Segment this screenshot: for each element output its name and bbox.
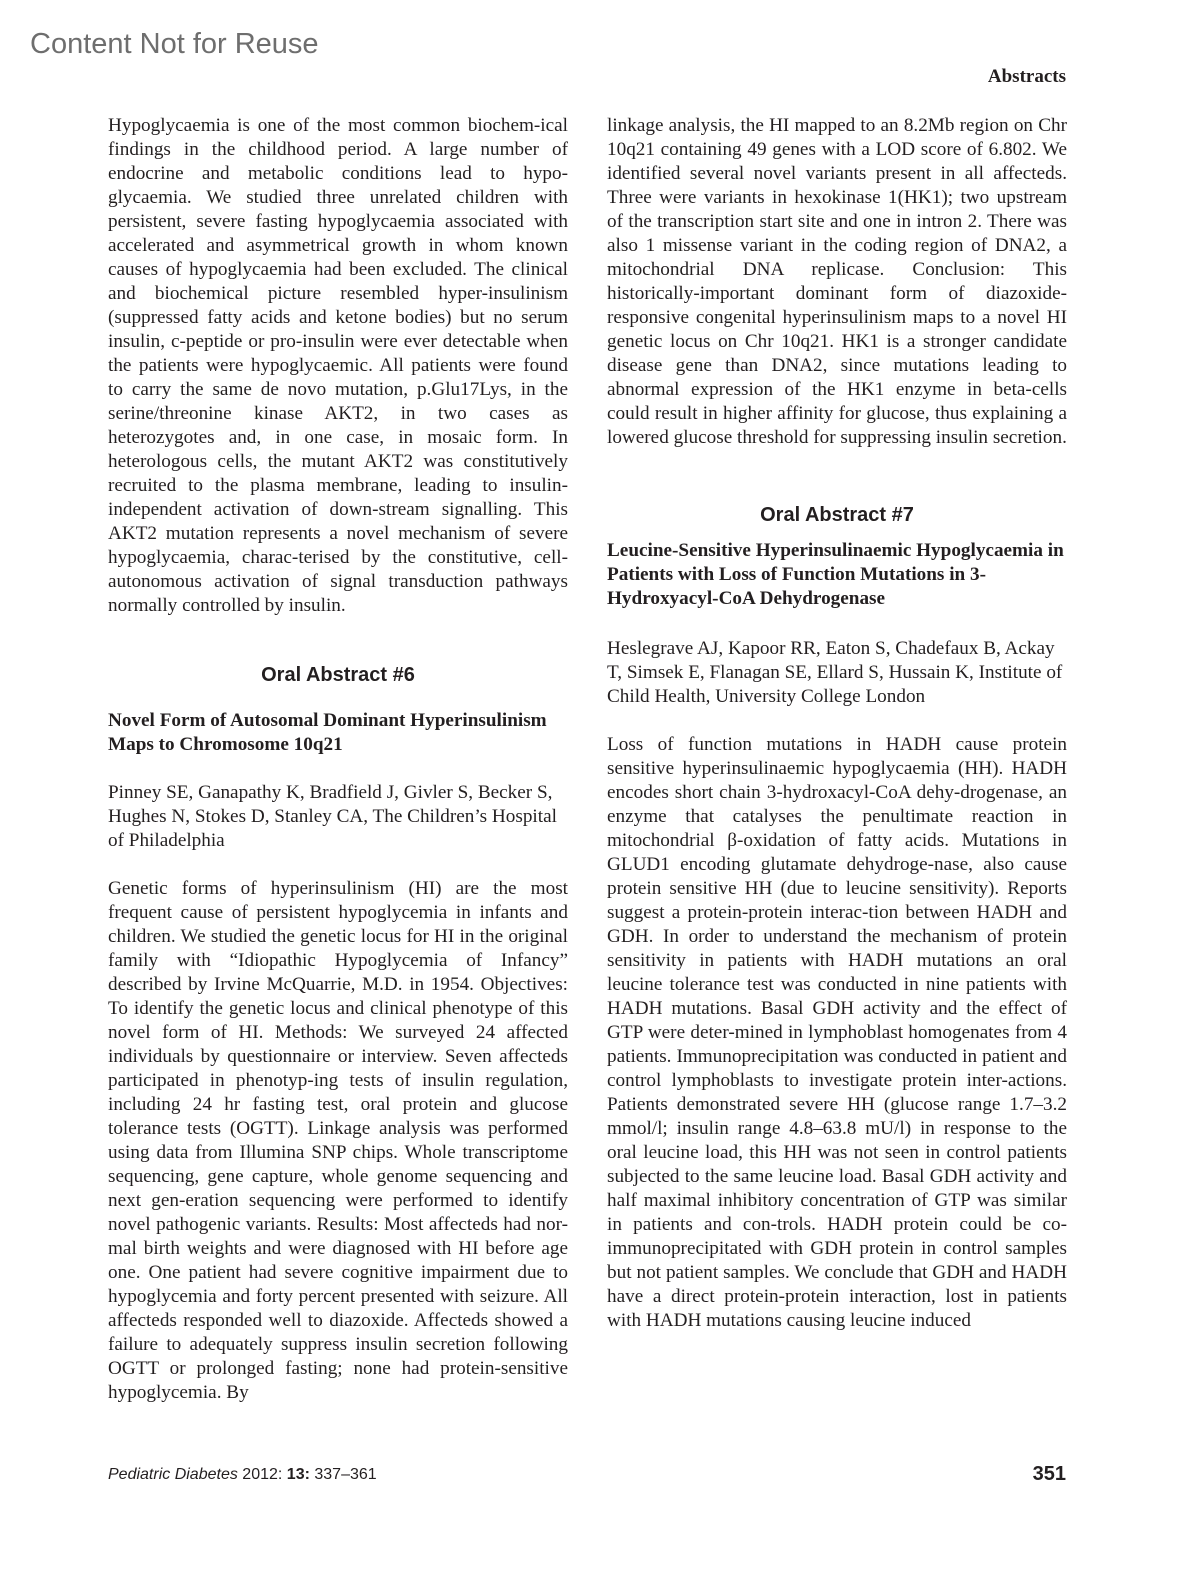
right-column — [607, 114, 1067, 1333]
journal-volume: 13: — [286, 1466, 310, 1483]
watermark: Content Not for Reuse — [30, 28, 319, 60]
running-head: Abstracts — [987, 66, 1066, 87]
continued-abstract-text: Hypoglycaemia is one of the most common biochem-ical findings in the childhood period. A large number of endocrine and metabolic conditions lead to hypo-glycaemia. We studied three unrelated children with persistent, severe fasting hypoglycaemia associated with accelerated and asymmetrical growth in whom known causes of hypoglycaemia had been excluded. The clinical and biochemical picture resembled hyper-insulinism (suppressed fatty acids and ketone bodies) but no serum insulin, c-peptide or pro-insulin were ever detectable when the patients were hypoglycaemic. All patients were found to carry the same de novo mutation, p.Glu17Lys, in the serine/threonine kinase AKT2, in two cases as heterozygotes and, in one case, in mosaic form. In heterologous cells, the mutant AKT2 was constitutively recruited to the plasma membrane, leading to insulin-independent activation of down-stream signalling. This AKT2 mutation represents a novel mechanism of severe hypoglycaemia, charac-terised by the constitutive, cell-autonomous activation of signal transduction pathways normally controlled by insulin. — [108, 115, 568, 616]
abstract-7-heading: Oral Abstract #7 — [760, 504, 914, 526]
journal-pages: 337–361 — [314, 1466, 377, 1483]
continued-abstract-6-text: linkage analysis, the HI mapped to an 8.2Mb region on Chr 10q21 containing 49 genes with a LOD score of 6.802. We identified several novel variants present in all affecteds. Three were variants in hexokinase 1(HK1); two upstream of the transcription start site and one in intron 2. There was also 1 missense variant in the coding region of DNA2, a mitochondrial DNA replicase. Conclusion: This historically-important dominant form of diazoxide-responsive congenital hyperinsulinism maps to a novel HI genetic locus on Chr 10q21. HK1 is a stronger candidate disease gene than DNA2, since mutations leading to abnormal expression of the HK1 enzyme in beta-cells could result in higher affinity for glucose, thus explaining a lowered glucose threshold for suppressing insulin secretion. — [607, 115, 1067, 448]
abstract-7-authors: Heslegrave AJ, Kapoor RR, Eaton S, Chadefaux B, Ackay T, Simsek E, Flanagan SE, Ellard S, Hussain K, Institute of Child Health, University College London — [607, 638, 1063, 707]
abstract-7-body: Loss of function mutations in HADH cause protein sensitive hyperinsulinaemic hypoglycaemia (HH). HADH encodes short chain 3-hydroxacyl-CoA dehy-drogenase, an enzyme that catalyses the penultimate reaction in mitochondrial β-oxidation of fatty acids. Mutations in GLUD1 encoding glutamate dehydroge-nase, also cause protein sensitive HH (due to leucine sensitivity). Reports suggest a protein-protein interac-tion between HADH and GDH. In order to understand the mechanism of protein sensitivity in patients with HADH mutations an oral leucine tolerance test was conducted in nine patients with HADH mutations. Basal GDH activity and the effect of GTP were deter-mined in lymphoblast homogenates from 4 patients. Immunoprecipitation was conducted in patient and control lymphoblasts to investigate protein inter-actions. Patients demonstrated severe HH (glucose range 1.7–3.2 mmol/l; insulin range 4.8–63.8 mU/l) in response to the oral leucine load, this HH was not seen in control patients subjected to the same leucine load. Basal GDH activity and half maximal inhibitory concentration of GTP was similar in patients and con-trols. HADH protein could be co-immunoprecipitated with GDH protein in control samples but not patient samples. We conclude that GDH and HADH have a direct protein-protein interaction, lost in patients with HADH mutations causing leucine induced — [607, 734, 1067, 1331]
abstract-6-title: Novel Form of Autosomal Dominant Hyperinsulinism Maps to Chromosome 10q21 — [108, 710, 547, 755]
abstract-7-title: Leucine-Sensitive Hyperinsulinaemic Hypoglycaemia in Patients with Loss of Function Mutations in 3-Hydroxyacyl-CoA Dehydrogenase — [607, 540, 1064, 609]
page-number: 351 — [1032, 1463, 1066, 1485]
journal-name: Pediatric Diabetes — [108, 1466, 238, 1483]
abstract-6-authors: Pinney SE, Ganapathy K, Bradfield J, Givler S, Becker S, Hughes N, Stokes D, Stanley CA, The Children’s Hospital of Philadelphia — [108, 782, 557, 851]
abstract-6-body: Genetic forms of hyperinsulinism (HI) are the most frequent cause of persistent hypoglycemia in infants and children. We studied the genetic locus for HI in the original family with “Idiopathic Hypoglycemia of Infancy” described by Irvine McQuarrie, M.D. in 1954. Objectives: To identify the genetic locus and clinical phenotype of this novel form of HI. Methods: We surveyed 24 affected individuals by questionnaire or interview. Seven affecteds participated in phenotyp-ing tests of insulin regulation, including 24 hr fasting test, oral protein and glucose tolerance tests (OGTT). Linkage analysis was performed using data from Illumina SNP chips. Whole transcriptome sequencing, gene capture, whole genome sequencing and next gen-eration sequencing were performed to identify novel pathogenic variants. Results: Most affecteds had nor-mal birth weights and were diagnosed with HI before age one. One patient had severe cognitive impairment due to hypoglycemia and forty percent presented with seizure. All affecteds responded well to diazoxide. Affecteds showed a failure to adequately suppress insulin secretion following OGTT or prolonged fasting; none had protein-sensitive hypoglycemia. By — [108, 878, 568, 1403]
journal-citation — [108, 1466, 377, 1484]
journal-year: 2012: — [242, 1466, 283, 1483]
left-column — [108, 114, 568, 1405]
abstract-6-heading: Oral Abstract #6 — [261, 664, 415, 686]
